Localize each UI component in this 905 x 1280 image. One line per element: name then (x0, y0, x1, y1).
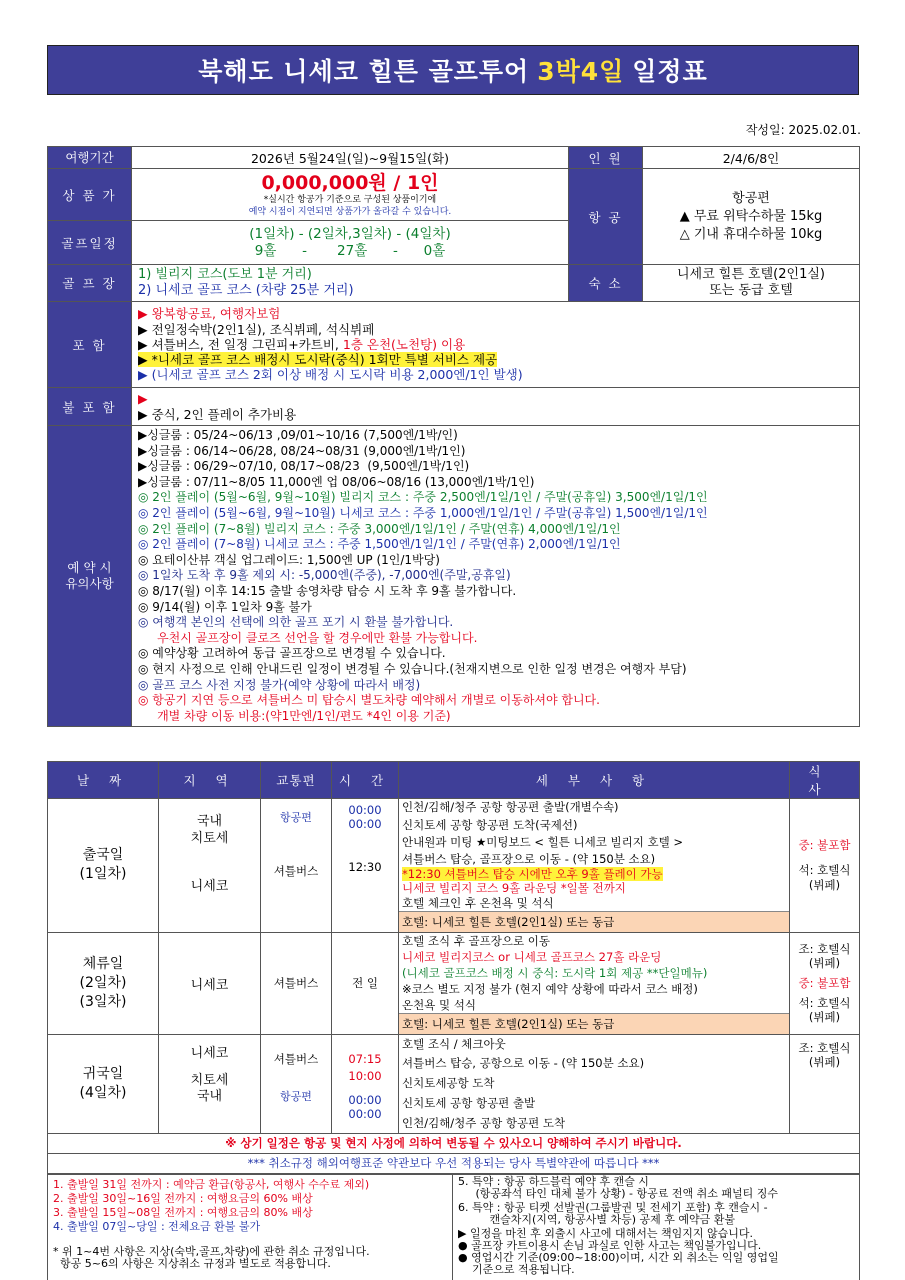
note-item: 개별 차량 이동 비용:(약1만엔/1인/편도 *4인 이용 기준) (138, 708, 451, 723)
price-value: 0,000,000원 / 1인 (261, 171, 439, 194)
price-cell (132, 169, 569, 221)
people-value: 2/4/6/8인 (643, 147, 860, 169)
include-list (132, 302, 860, 388)
day-label: 귀국일 (82, 1065, 124, 1082)
note-item: ◎ 2인 플레이 (5월~6월, 9월~10월) 니세코 코스 : 주중 1,000엔/1일/1인 / 주말(공휴일) 1,500엔/1일/1인 (138, 505, 708, 520)
period-label: 여행기간 (48, 147, 132, 169)
notes-label-line: 예 약 시 (67, 560, 112, 576)
detail-line: 인천/김해/청주 공항 항공편 출발(개별수속) (402, 800, 619, 814)
cancel-rule: ▶ 일정을 마친 후 외출시 사고에 대해서는 책임지지 않습니다. (458, 1226, 753, 1240)
day-sub-label: (2일차) (79, 974, 127, 991)
detail-line: 신치토세공항 도착 (402, 1075, 495, 1090)
note-item: ▶싱글룸 : 06/14~06/28, 08/24~08/31 (9,000엔/1박/1인) (138, 443, 466, 458)
air-line: 항공편 (732, 190, 770, 206)
cancel-rule: 기준으로 적용됩니다. (458, 1262, 575, 1276)
schedule-row-day1 (48, 799, 860, 933)
cancel-policy-title: *** 취소규정 해외여행표준 약관보다 우선 적용되는 당사 특별약관에 따릅니다 *** (48, 1153, 860, 1173)
time: 00:00 (348, 817, 382, 831)
col-header-meal: 식 사 (790, 762, 860, 799)
transport: 셔틀버스 (273, 1051, 319, 1066)
day4-meals (790, 1034, 860, 1133)
air-line: △ 기내 휴대수하물 10kg (679, 226, 823, 242)
price-note-1: *실시간 항공가 기준으로 구성된 상품이기에 (263, 194, 437, 205)
day1-regions (159, 799, 261, 933)
schedule-row-day2 (48, 932, 860, 1034)
day1-date (48, 799, 159, 933)
include-item (138, 337, 853, 352)
notes-label-line: 유의사항 (65, 576, 114, 592)
detail-line (399, 834, 789, 852)
day4-details (399, 1034, 790, 1133)
meal-dinner-note: (뷔페) (808, 877, 841, 892)
note-item: ▶싱글룸 : 07/11~8/05 11,000엔 업 08/06~08/16 (13,000엔/1박/1인) (138, 474, 535, 489)
hotel-info: 호텔: 니세코 힐튼 호텔(2인1실) 또는 동급 (399, 1013, 789, 1034)
region: 치토세 (190, 1072, 229, 1088)
course-item: 2) 니세코 골프 코스 (차량 25분 거리) (138, 283, 354, 298)
transport: 셔틀버스 (273, 864, 319, 878)
course-list (132, 265, 569, 302)
hotel-info: 호텔: 니세코 힐튼 호텔(2인1실) 또는 동급 (399, 911, 789, 932)
transport: 항공편 (280, 811, 312, 824)
region: 니세코 (190, 879, 229, 894)
col-header-region: 지 역 (159, 762, 261, 799)
schedule-table (47, 761, 860, 1280)
note-item: 우천시 골프장이 클로즈 선언을 할 경우에만 환불 가능합니다. (138, 630, 478, 645)
notes-list (132, 426, 860, 727)
day2-details (399, 932, 790, 1034)
note-item: ◎ 예약상황 고려하여 동급 골프장으로 변경될 수 있습니다. (138, 646, 446, 661)
cancel-policy-left (48, 1174, 453, 1280)
detail-line: 호텔 조식 후 골프장으로 이동 (402, 933, 550, 948)
info-table (47, 146, 860, 727)
detail-line: 신치토세 공항 항공편 출발 (402, 1095, 536, 1110)
note-item: ▶싱글룸 : 06/29~07/10, 08/17~08/23 (9,500엔/1박/1인) (138, 459, 470, 474)
include-item: ▶ 왕복항공료, 여행자보험 (138, 306, 281, 322)
golfdays-label: 골프일정 (48, 221, 132, 265)
time: 00:00 (348, 1092, 382, 1107)
detail-text: 니세코 빌리지코스 or 니세코 골프코스 27홀 라운딩 (402, 949, 662, 964)
cancel-rule: 6. 특약 : 항공 티켓 선발권(그룹발권 및 전세기 포함) 후 캔슬시 - (458, 1200, 768, 1214)
include-item-red: 1층 온천(노천탕) 이용 (342, 336, 466, 352)
col-header-time: 시 간 (332, 762, 399, 799)
detail-line: 호텔 조식 / 체크아웃 (402, 1036, 506, 1051)
include-item-text: ▶ 셔틀버스, 전 일정 그린피+카트비, (138, 336, 343, 352)
note-item: ▶싱글룸 : 05/24~06/13 ,09/01~10/16 (7,500엔/1박/인) (138, 428, 458, 442)
day1-transport (261, 799, 332, 933)
detail-line: 온천욕 및 석식 (402, 997, 476, 1012)
cancel-rule: 캔슬차지(지역, 항공사별 차등) 공제 후 예약금 환불 (458, 1212, 736, 1226)
day-sub-label: (1일차) (79, 866, 127, 883)
day2-region: 니세코 (159, 932, 261, 1034)
cancel-rule: ● 골프장 카트이용시 손님 과실로 인한 사고는 책임불가입니다. (458, 1238, 762, 1252)
cancel-rule: 1. 출발일 31일 전까지 : 예약금 환급(항공사, 여행사 수수료 제외) (53, 1177, 370, 1191)
lodging-line: 또는 동급 호텔 (709, 283, 793, 298)
title-highlight: 3박4일 (537, 57, 625, 86)
golfdays-line: (1일차) - (2일차,3일차) - (4일차) (249, 225, 451, 242)
note-item: ◎ 요테이산뷰 객실 업그레이드: 1,500엔 UP (1인/1박당) (138, 552, 440, 567)
col-header-detail: 세 부 사 항 (399, 762, 790, 799)
day1-meals (790, 799, 860, 933)
air-info (643, 169, 860, 265)
detail-line: 인천/김해/청주 공항 항공편 도착 (402, 1115, 566, 1130)
detail-highlight: *12:30 셔틀버스 탑승 시에만 오후 9홀 플레이 가능 (402, 866, 663, 881)
day-label: 체류일 (82, 955, 124, 972)
detail-line (399, 949, 789, 965)
day-sub-label: (4일차) (79, 1084, 127, 1101)
day4-regions (159, 1034, 261, 1133)
note-item: ◎ 현지 사정으로 인해 안내드린 일정이 변경될 수 있습니다.(천재지변으로 인한 일정 변경은 여행자 부담) (138, 661, 687, 676)
cancel-rule: ● 영업시간 기준(09:00~18:00)이며, 시간 외 취소는 익일 영업일 (458, 1250, 779, 1264)
note-item: ◎ 골프 코스 사전 지정 불가(예약 상황에 따라서 배정) (138, 677, 421, 692)
detail-line: 셔틀버스 탑승, 공항으로 이동 - (약 150분 소요) (402, 1055, 645, 1070)
meal-breakfast-note: (뷔페) (808, 1054, 841, 1069)
meal-dinner-note: (뷔페) (808, 1010, 841, 1024)
time: 00:00 (348, 803, 382, 817)
meeting-board-text: 안내원과 미팅 ★미팅보드 < 힐튼 니세코 빌리지 호텔 > (402, 835, 684, 849)
lodging-value (643, 265, 860, 302)
golfdays-line: 9홀 - 27홀 - 0홀 (254, 242, 446, 259)
note-item: ◎ 항공기 지연 등으로 셔틀버스 미 탑승시 별도차량 예약해서 개별로 이동하셔야 합니다. (138, 693, 600, 708)
note-item: ◎ 9/14(월) 이후 1일차 9홀 불가 (138, 599, 312, 614)
meal-breakfast: 조: 호텔식 (798, 1040, 851, 1055)
golfdays-value (132, 221, 569, 265)
detail-line: 셔틀버스 탑승, 골프장으로 이동 - (약 150분 소요) (402, 851, 656, 866)
detail-line: ※코스 별도 지정 불가 (현지 예약 상황에 따라서 코스 배정) (402, 981, 698, 996)
schedule-row-day4 (48, 1034, 860, 1133)
cancel-rule: (항공좌석 타인 대체 불가 상황) - 항공료 전액 취소 패널티 징수 (458, 1186, 779, 1200)
cancel-note: * 위 1~4번 사항은 지상(숙박,골프,차량)에 관한 취소 규정입니다. (53, 1244, 370, 1258)
period-value: 2026년 5월24일(일)~9월15일(화) (132, 147, 569, 169)
cancel-rule: 5. 특약 : 항공 하드블럭 예약 후 캔슬 시 (458, 1174, 649, 1188)
written-date: 작성일: 2025.02.01. (745, 123, 861, 137)
note-item: ◎ 2인 플레이 (5월~6월, 9월~10월) 빌리지 코스 : 주중 2,500엔/1일/1인 / 주말(공휴일) 3,500엔/1일/1인 (138, 490, 708, 505)
cancel-policy-table (47, 1174, 860, 1280)
note-item: ◎ 2인 플레이 (7~8월) 빌리지 코스 : 주중 3,000엔/1일/1인 / 주말(연휴) 4,000엔/1일/1인 (138, 521, 621, 536)
day4-date (48, 1034, 159, 1133)
cancel-note: 항공 5~6의 사항은 지상취소 규정과 별도로 적용합니다. (53, 1256, 331, 1270)
notes-label (48, 426, 132, 727)
cancel-policy-right (453, 1174, 860, 1280)
meal-breakfast: 조: 호텔식 (798, 942, 851, 956)
exclude-item: ▶ (138, 391, 148, 407)
course-label: 골 프 장 (48, 265, 132, 302)
day4-times (332, 1034, 399, 1133)
people-label: 인 원 (569, 147, 643, 169)
col-header-date: 날 짜 (48, 762, 159, 799)
air-line: ▲ 무료 위탁수하물 15kg (679, 208, 823, 224)
day2-meals (790, 932, 860, 1034)
schedule-notice: ※ 상기 일정은 항공 및 현지 사정에 의하여 변동될 수 있사오니 양해하여 주시기 바랍니다. (48, 1133, 860, 1153)
day2-time: 전 일 (332, 932, 399, 1034)
page-title (47, 45, 859, 95)
meal-lunch: 중: 불포함 (798, 976, 851, 990)
price-label: 상 품 가 (48, 169, 132, 221)
day2-date (48, 932, 159, 1034)
price-note-2: 예약 시점이 지연되면 상품가가 올라갈 수 있습니다. (248, 206, 452, 217)
note-item: ◎ 1일차 도착 후 9홀 제외 시: -5,000엔(주중), -7,000엔(주말,공휴일) (138, 568, 511, 583)
region: 니세코 (190, 1045, 229, 1061)
meal-lunch: 중: 불포함 (798, 837, 851, 852)
course-item: 1) 빌리지 코스(도보 1분 거리) (138, 267, 312, 282)
include-item: ▶ 전일정숙박(2인1실), 조식뷔페, 석식뷔페 (138, 321, 375, 337)
detail-line: 니세코 빌리지 코스 9홀 라운딩 *일몰 전까지 (402, 880, 626, 895)
detail-line: (니세코 골프코스 배정 시 중식: 도시락 1회 제공 **단일메뉴) (402, 965, 708, 980)
day4-transport (261, 1034, 332, 1133)
cancel-rule: 2. 출발일 30일~16일 전까지 : 여행요금의 60% 배상 (53, 1191, 313, 1205)
region: 국내 (196, 1088, 223, 1104)
note-item: ◎ 여행객 본인의 선택에 의한 골프 포기 시 환불 불가합니다. (138, 615, 454, 630)
time: 00:00 (348, 1106, 382, 1121)
time: 10:00 (348, 1068, 382, 1083)
exclude-label: 불 포 함 (48, 388, 132, 426)
col-header-transport: 교통편 (261, 762, 332, 799)
meal-breakfast-note: (뷔페) (808, 956, 841, 970)
day1-times (332, 799, 399, 933)
detail-line: 신치토세 공항 항공편 도착(국제선) (402, 817, 578, 832)
day1-details (399, 799, 790, 933)
include-item-highlight: ▶ *니세코 골프 코스 배정시 도시락(중식) 1회만 특별 서비스 제공 (138, 352, 498, 368)
cancel-rule: 4. 출발일 07일~당일 : 전체요금 환불 불가 (53, 1219, 261, 1233)
meal-dinner: 석: 호텔식 (798, 996, 851, 1010)
cancel-rule: 3. 출발일 15일~08일 전까지 : 여행요금의 80% 배상 (53, 1205, 313, 1219)
title-text: 북해도 니세코 힐튼 골프투어 (198, 57, 530, 86)
detail-line: 호텔 체크인 후 온천욕 및 석식 (402, 895, 554, 910)
include-item: ▶ (니세코 골프 코스 2회 이상 배정 시 도시락 비용 2,000엔/1인 발생) (138, 367, 523, 383)
transport: 항공편 (280, 1089, 312, 1103)
lodging-label: 숙 소 (569, 265, 643, 302)
lodging-line: 니세코 힐튼 호텔(2인1실) (677, 267, 825, 282)
exclude-item: ▶ 중식, 2인 플레이 추가비용 (138, 406, 297, 422)
time: 12:30 (348, 860, 382, 874)
note-item: ◎ 8/17(월) 이후 14:15 출발 송영차량 탑승 시 도착 후 9홀 불가합니다. (138, 583, 517, 598)
exclude-list (132, 388, 860, 426)
detail-line (399, 867, 789, 881)
region: 국내 (196, 814, 223, 829)
air-label: 항 공 (569, 169, 643, 265)
time: 07:15 (348, 1051, 382, 1066)
day-sub-label: (3일차) (79, 993, 127, 1010)
day2-transport: 셔틀버스 (261, 932, 332, 1034)
meal-dinner: 석: 호텔식 (798, 862, 851, 877)
include-item (138, 352, 853, 367)
note-item: ◎ 2인 플레이 (7~8월) 니세코 코스 : 주중 1,500엔/1일/1인 / 주말(연휴) 2,000엔/1일/1인 (138, 537, 621, 552)
include-label: 포 함 (48, 302, 132, 388)
region: 치토세 (190, 831, 229, 846)
day-label: 출국일 (82, 847, 124, 864)
title-suffix: 일정표 (632, 57, 708, 86)
